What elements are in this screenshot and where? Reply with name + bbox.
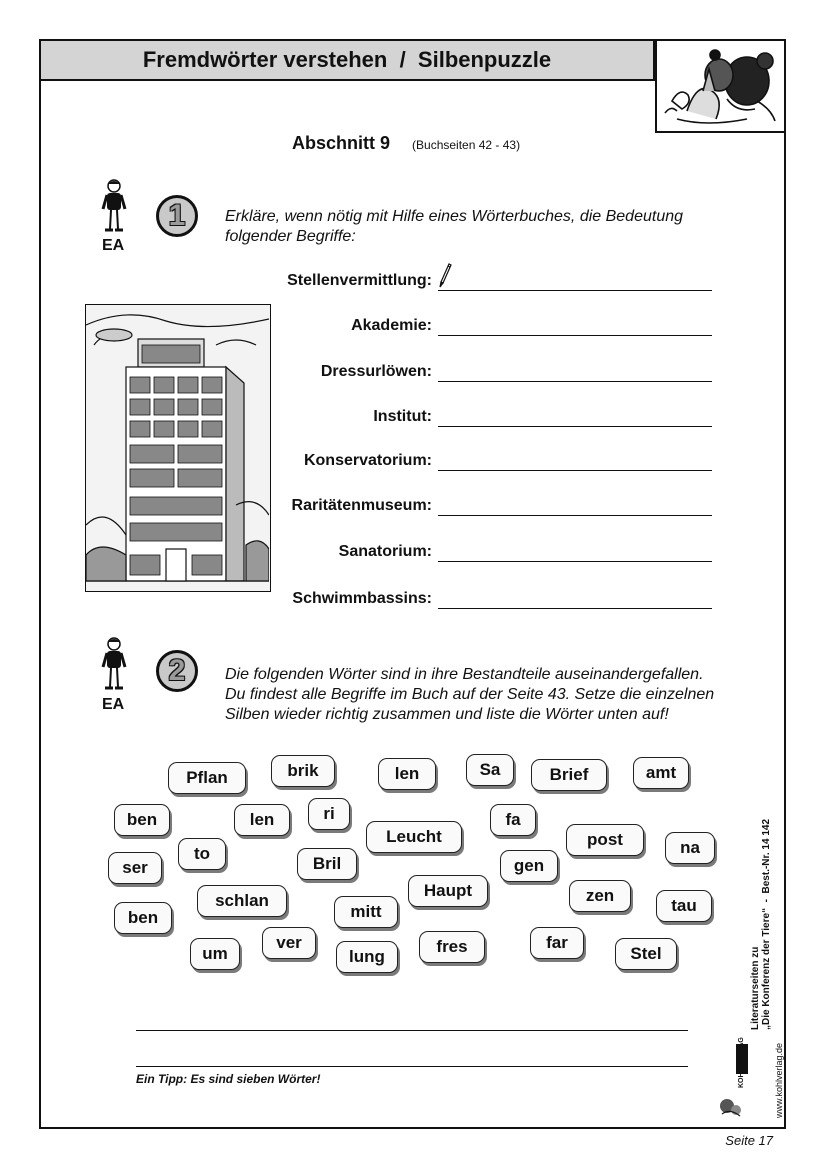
- syllable-tile[interactable]: tau: [656, 890, 712, 922]
- answer-line[interactable]: [438, 515, 712, 516]
- syllable-tile[interactable]: ver: [262, 927, 316, 959]
- syllable-tile[interactable]: fres: [419, 931, 485, 963]
- section-title: Abschnitt 9: [292, 133, 391, 153]
- term-label: Schwimmbassins:: [292, 590, 432, 607]
- term-label: Raritätenmuseum:: [291, 497, 432, 514]
- tip-text: Ein Tipp: Es sind sieben Wörter!: [136, 1072, 321, 1086]
- page-title: [41, 41, 655, 81]
- syllable-tile[interactable]: Haupt: [408, 875, 488, 907]
- syllable-tile[interactable]: len: [378, 758, 436, 790]
- term-label: Dressurlöwen:: [320, 363, 432, 380]
- task2-instruction: [225, 665, 714, 725]
- publisher-logo: [718, 1037, 750, 1120]
- syllable-tile[interactable]: ser: [108, 852, 162, 884]
- syllable-tile[interactable]: ben: [114, 902, 172, 934]
- answer-line[interactable]: [438, 290, 712, 291]
- animal-group-drawing: [657, 41, 782, 129]
- page-number: Seite 17: [725, 1133, 773, 1148]
- syllable-tile[interactable]: brik: [271, 755, 335, 787]
- term-label: Stellenvermittlung:: [287, 272, 432, 289]
- term-label: Akademie:: [351, 317, 432, 334]
- answer-line[interactable]: [438, 335, 712, 336]
- answer-line[interactable]: [438, 470, 712, 471]
- section-pages: (Buchseiten 42 - 43): [412, 138, 521, 152]
- work-mode-label: EA: [102, 237, 125, 254]
- term-row: [150, 363, 712, 385]
- task-number-badge: 2: [156, 650, 198, 692]
- syllable-tile[interactable]: Stel: [615, 938, 677, 970]
- syllable-tile[interactable]: Leucht: [366, 821, 462, 853]
- task-number-badge: 1: [156, 195, 198, 237]
- syllable-tile[interactable]: ben: [114, 804, 170, 836]
- syllable-tile[interactable]: um: [190, 938, 240, 970]
- syllable-tile[interactable]: amt: [633, 757, 689, 789]
- task1-instruction-line: Erkläre, wenn nötig mit Hilfe eines Wörterbuches, die Bedeutung: [225, 208, 684, 225]
- syllable-tile[interactable]: gen: [500, 850, 558, 882]
- task1-instruction: [225, 207, 683, 247]
- term-label: Konservatorium:: [303, 452, 432, 469]
- sidebar-title: [750, 808, 772, 1030]
- term-row: [150, 272, 712, 294]
- answer-line[interactable]: [136, 1030, 688, 1031]
- page-title-text: Fremdwörter verstehen / Silbenpuzzle: [142, 47, 552, 72]
- syllable-tile[interactable]: ri: [308, 798, 350, 830]
- sidebar-line: „Die Konferenz der Tiere“ - Best.-Nr. 14 142: [761, 818, 772, 1030]
- term-row: [150, 497, 712, 519]
- syllable-tile[interactable]: schlan: [197, 885, 287, 917]
- term-row: [150, 543, 712, 565]
- syllable-tile[interactable]: post: [566, 824, 644, 856]
- term-row: [150, 452, 712, 474]
- person-icon: [101, 637, 127, 692]
- task2-instruction-line: Silben wieder richtig zusammen und liste die Wörter unten auf!: [225, 706, 669, 723]
- syllable-tile[interactable]: Sa: [466, 754, 514, 786]
- kohl-logo-label: KOHL VERLAG: [738, 1037, 745, 1088]
- answer-line[interactable]: [136, 1066, 688, 1067]
- syllable-tile[interactable]: fa: [490, 804, 536, 836]
- sidebar-line: Literaturseiten zu: [750, 946, 761, 1030]
- answer-line[interactable]: [438, 561, 712, 562]
- task2-instruction-line: Du findest alle Begriffe im Buch auf der Seite 43. Setze die einzelnen: [225, 686, 715, 703]
- syllable-tile[interactable]: Pflan: [168, 762, 246, 794]
- answer-line[interactable]: [438, 381, 712, 382]
- term-row: [150, 590, 712, 612]
- syllable-tile[interactable]: to: [178, 838, 226, 870]
- kohl-logo-mark: [718, 1044, 750, 1120]
- animal-group-illustration: [655, 41, 784, 133]
- syllable-tile[interactable]: zen: [569, 880, 631, 912]
- work-mode-label: EA: [102, 696, 125, 713]
- pencil-icon: [436, 260, 452, 288]
- syllable-tile[interactable]: far: [530, 927, 584, 959]
- term-row: [150, 408, 712, 430]
- syllable-tile[interactable]: Bril: [297, 848, 357, 880]
- answer-line[interactable]: [438, 426, 712, 427]
- task2-instruction-line: Die folgenden Wörter sind in ihre Bestandteile auseinandergefallen.: [225, 666, 704, 683]
- term-label: Sanatorium:: [338, 543, 432, 560]
- syllable-tile[interactable]: mitt: [334, 896, 398, 928]
- syllable-tile[interactable]: lung: [336, 941, 398, 973]
- answer-line[interactable]: [438, 608, 712, 609]
- term-label: Institut:: [373, 408, 432, 425]
- task1-instruction-line: folgender Begriffe:: [225, 228, 356, 245]
- term-row: [150, 317, 712, 339]
- syllable-tile[interactable]: len: [234, 804, 290, 836]
- person-icon: [101, 179, 127, 234]
- section-heading: [292, 133, 520, 154]
- syllable-tile[interactable]: Brief: [531, 759, 607, 791]
- syllable-tile[interactable]: na: [665, 832, 715, 864]
- publisher-url[interactable]: www.kohlverlag.de: [774, 1042, 784, 1118]
